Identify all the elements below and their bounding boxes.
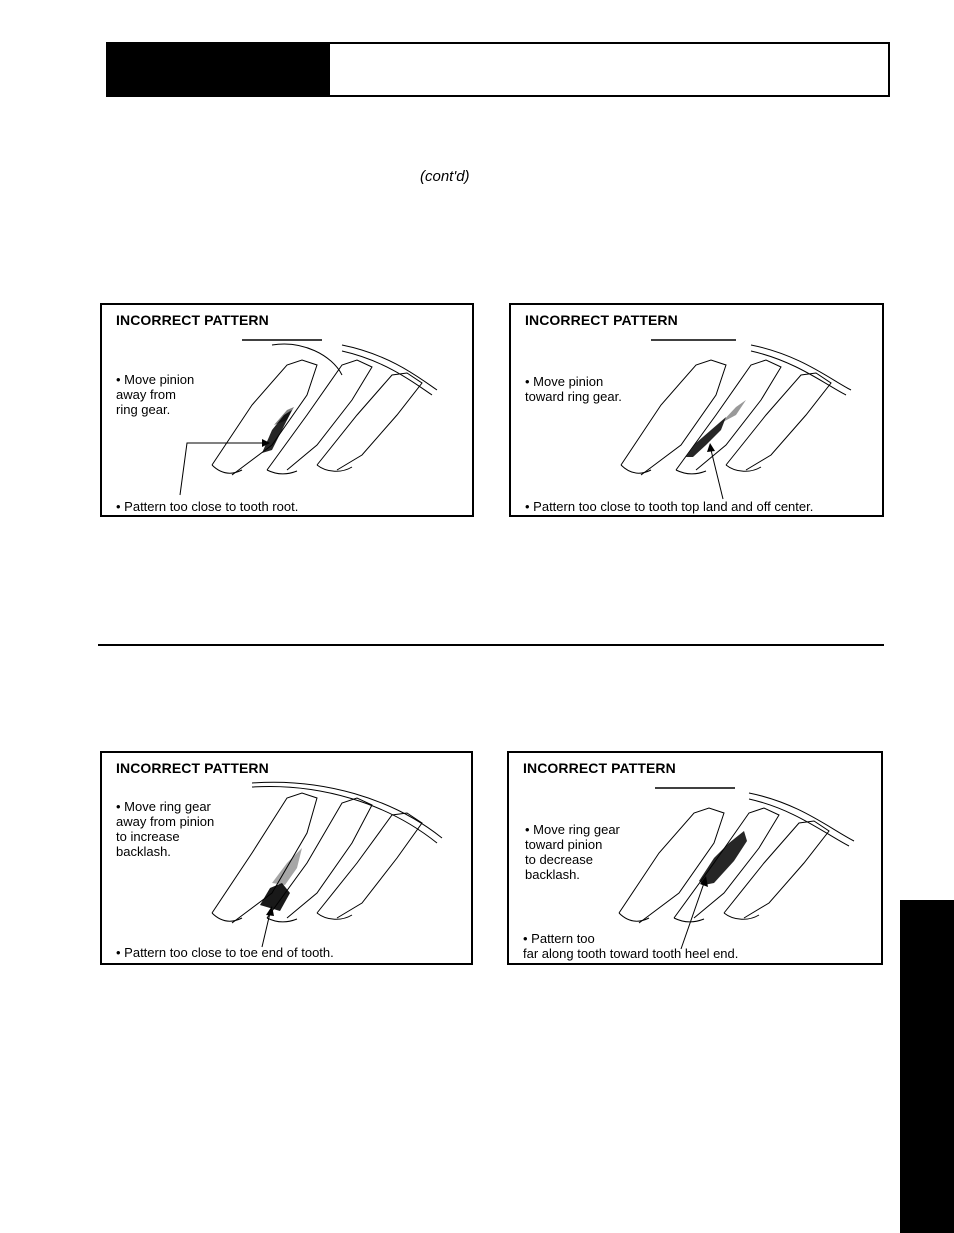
panel-pinion-away: [100, 303, 474, 517]
panel-instruction: • Move pinion toward ring gear.: [525, 374, 622, 404]
panel-ring-away: [100, 751, 473, 965]
panel-instruction: • Move ring gear away from pinion to increase backlash.: [116, 799, 215, 859]
panel-instruction: • Move ring gear toward pinion to decrease backlash.: [525, 822, 620, 882]
panel-caption: • Pattern too close to toe end of tooth.: [116, 945, 334, 960]
section-header-bar: [106, 42, 890, 97]
section-divider: [98, 644, 884, 646]
gear-tooth-illustration: [511, 305, 881, 515]
panel-title: INCORRECT PATTERN: [525, 312, 678, 328]
header-black-block: [108, 44, 330, 95]
panel-ring-toward: [507, 751, 883, 965]
panel-title: INCORRECT PATTERN: [523, 760, 676, 776]
panel-pinion-toward: [509, 303, 884, 517]
panel-title: INCORRECT PATTERN: [116, 312, 269, 328]
continued-label: (cont'd): [420, 168, 470, 185]
panel-caption: • Pattern too close to tooth root.: [116, 499, 299, 514]
section-side-tab: [900, 900, 954, 1233]
panel-title: INCORRECT PATTERN: [116, 760, 269, 776]
panel-instruction: • Move pinion away from ring gear.: [116, 372, 195, 417]
panel-caption: • Pattern too far along tooth toward tooth heel end.: [523, 931, 739, 961]
panel-caption: • Pattern too close to tooth top land and off center.: [525, 499, 814, 514]
